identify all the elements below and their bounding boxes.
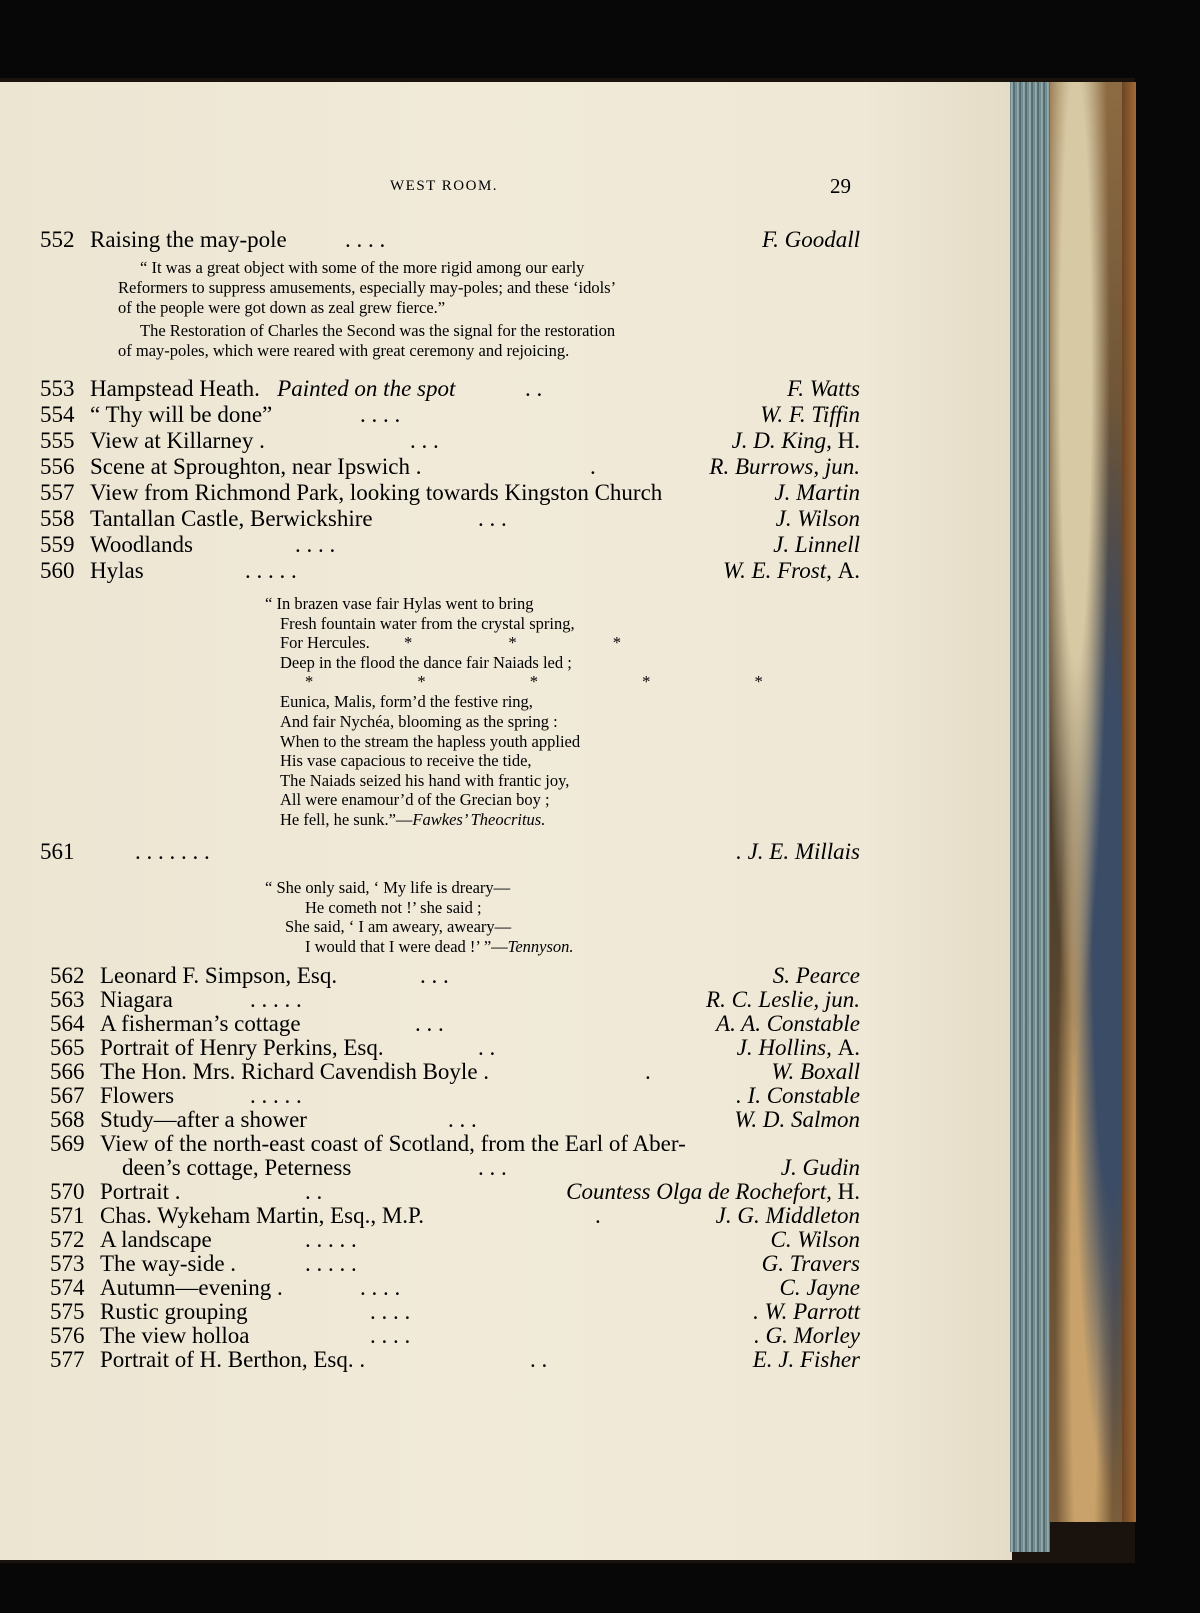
- quote-line: of may-poles, which were reared with great ceremony and rejoicing.: [118, 341, 570, 360]
- entry-artist: J. Martin: [774, 480, 860, 505]
- title-note: Painted on the spot: [277, 376, 456, 401]
- entry-artist: . J. E. Millais: [736, 839, 860, 864]
- leader-dots: . . . . .: [305, 1251, 357, 1276]
- entry-artist: W. Boxall: [771, 1059, 860, 1084]
- entry-number: 553: [40, 376, 75, 401]
- entry-artist: . W. Parrott: [753, 1299, 860, 1324]
- entry-number: 577: [50, 1347, 85, 1372]
- catalogue-entry: [0, 531, 860, 559]
- leader-dots: . . .: [420, 963, 449, 988]
- entry-number: 563: [50, 987, 85, 1012]
- poem-line: She said, ‘ I am aweary, aweary—: [285, 917, 512, 937]
- leader-dots: . . . .: [370, 1299, 411, 1324]
- entry-title: Tantallan Castle, Berwickshire: [90, 506, 373, 531]
- artist-name: W. E. Frost,: [723, 558, 832, 583]
- entry-artist: R. Burrows, jun.: [709, 454, 860, 479]
- poem-line: He cometh not !’ she said ;: [305, 897, 482, 917]
- poem-line: Deep in the flood the dance fair Naiads led ;: [280, 652, 572, 672]
- entry-number: 562: [50, 963, 85, 988]
- catalogue-entry: [0, 479, 860, 507]
- leader-dots: .: [595, 1203, 601, 1228]
- entry-title: A landscape: [100, 1227, 212, 1252]
- poem-citation: Fawkes’ Theocritus.: [412, 809, 546, 829]
- poem-line: When to the stream the hapless youth applied: [280, 731, 581, 751]
- leader-dots: . . . . .: [250, 1083, 302, 1108]
- entry-number: 572: [50, 1227, 85, 1252]
- page-number: 29: [830, 174, 851, 198]
- leader-dots: . . . . .: [305, 1227, 357, 1252]
- leader-dots: . .: [530, 1347, 548, 1372]
- entry-title: deen’s cottage, Peterness: [122, 1155, 352, 1180]
- poem-line: “ In brazen vase fair Hylas went to bring: [265, 594, 534, 613]
- leader-dots: . . . . .: [250, 987, 302, 1012]
- entry-artist: C. Jayne: [779, 1275, 860, 1300]
- page-header: [0, 174, 1012, 208]
- entry-artist: J. Gudin: [780, 1155, 860, 1180]
- entry-number: 575: [50, 1299, 85, 1324]
- entry-title: Scene at Sproughton, near Ipswich .: [90, 454, 422, 479]
- leader-dots: . . .: [410, 428, 439, 453]
- quote-line: Reformers to suppress amusements, especially may-poles; and these ‘idols’: [118, 278, 617, 297]
- entry-number: 557: [40, 480, 75, 505]
- catalogue-entry: [0, 401, 860, 429]
- leader-dots: . .: [305, 1179, 323, 1204]
- entry-number: 556: [40, 454, 75, 479]
- catalogue-entry: [0, 427, 860, 455]
- leader-dots: . . . .: [345, 227, 386, 252]
- entry-number: 576: [50, 1323, 85, 1348]
- poem-line: His vase capacious to receive the tide,: [280, 751, 532, 771]
- leader-dots: . . . . .: [245, 558, 297, 583]
- poem-line: [265, 810, 695, 830]
- entry-artist: S. Pearce: [772, 963, 860, 988]
- leader-dots: . .: [525, 376, 543, 401]
- entry-artist: W. F. Tiffin: [760, 402, 860, 427]
- catalogue-entry: [0, 375, 860, 403]
- quote-line: “ It was a great object with some of the more rigid among our early: [140, 258, 585, 277]
- entry-artist: F. Watts: [787, 376, 860, 401]
- poem-text: I would that I were dead !’ ”—: [305, 936, 508, 956]
- catalogue-entry: [0, 557, 860, 585]
- quote-line: of the people were got down as zeal grew fierce.”: [118, 298, 446, 317]
- poem-line: Eunica, Malis, form’d the festive ring,: [280, 692, 533, 712]
- leader-dots: . . .: [415, 1011, 444, 1036]
- entry-number: 570: [50, 1179, 85, 1204]
- artist-suffix: H.: [837, 1179, 860, 1204]
- entry-artist: R. C. Leslie, jun.: [706, 987, 860, 1012]
- marbled-cover: [1050, 82, 1136, 1522]
- poem-text: For Hercules.: [280, 633, 370, 653]
- entry-artist: F. Goodall: [762, 227, 860, 252]
- page-edges: [1010, 82, 1050, 1552]
- entry-number: 558: [40, 506, 75, 531]
- catalogue-entry: [0, 505, 860, 533]
- entry-artist: E. J. Fisher: [752, 1347, 860, 1372]
- entry-number: 571: [50, 1203, 85, 1228]
- entry-number: 568: [50, 1107, 85, 1132]
- ornament-stars: * * * * *: [305, 672, 813, 692]
- leader-dots: . . .: [478, 1155, 507, 1180]
- poem-561: [265, 878, 685, 956]
- entry-number: 569: [50, 1131, 85, 1156]
- entry-title: Rustic grouping: [100, 1299, 248, 1324]
- artist-name: J. D. King,: [731, 428, 832, 453]
- catalogue-entry: [0, 838, 860, 866]
- leader-dots: . . .: [448, 1107, 477, 1132]
- entry-title: Portrait of Henry Perkins, Esq.: [100, 1035, 384, 1060]
- entry-title: Raising the may-pole: [90, 227, 287, 252]
- poem-line: “ She only said, ‘ My life is dreary—: [265, 878, 511, 897]
- entry-title: The view holloa: [100, 1323, 250, 1348]
- leader-dots: . . . .: [360, 402, 401, 427]
- entry-title: A fisherman’s cottage: [100, 1011, 301, 1036]
- entry-number: 560: [40, 558, 75, 583]
- entry-title: Leonard F. Simpson, Esq.: [100, 963, 338, 988]
- entry-title: Autumn—evening .: [100, 1275, 283, 1300]
- leader-dots: . . .: [478, 506, 507, 531]
- entry-artist: J. Linnell: [773, 532, 860, 557]
- entry-artist: . G. Morley: [753, 1323, 860, 1348]
- entry-artist: . I. Constable: [736, 1083, 860, 1108]
- entry-title: View at Killarney .: [90, 428, 265, 453]
- running-head: WEST ROOM.: [390, 178, 499, 194]
- entry-title: Study—after a shower: [100, 1107, 307, 1132]
- quote-552: [118, 258, 778, 361]
- poem-line: All were enamour’d of the Grecian boy ;: [280, 790, 550, 810]
- leader-dots: . . . .: [295, 532, 336, 557]
- artist-name: J. Hollins,: [736, 1035, 832, 1060]
- artist-suffix: A.: [837, 558, 860, 583]
- poem-line: Fresh fountain water from the crystal spring,: [280, 613, 575, 633]
- quote-line: The Restoration of Charles the Second was the signal for the restoration: [140, 321, 616, 340]
- entry-title: Niagara: [100, 987, 173, 1012]
- entry-artist: G. Travers: [761, 1251, 860, 1276]
- artist-suffix: H.: [837, 428, 860, 453]
- catalogue-entry: [0, 453, 860, 481]
- entry-artist: J. G. Middleton: [715, 1203, 860, 1228]
- poem-text: He fell, he sunk.”—: [280, 809, 413, 829]
- entry-artist: [723, 557, 860, 585]
- entry-number: 561: [40, 839, 75, 864]
- entry-artist: [732, 427, 860, 455]
- entry-title: View of the north-east coast of Scotland, from the Earl of Aber-: [100, 1131, 686, 1156]
- entry-title: Woodlands: [90, 532, 193, 557]
- entry-artist: A. A. Constable: [716, 1011, 860, 1036]
- entry-number: 574: [50, 1275, 85, 1300]
- entry-artist: J. Wilson: [775, 506, 860, 531]
- leader-dots: . . . . . . .: [135, 839, 210, 864]
- entry-title: [90, 375, 455, 403]
- poem-citation: Tennyson.: [507, 936, 574, 956]
- entry-title: “ Thy will be done”: [90, 402, 273, 427]
- poem-line: [265, 937, 685, 957]
- entry-artist: C. Wilson: [770, 1227, 860, 1252]
- artist-name: Countess Olga de Rochefort,: [566, 1179, 832, 1204]
- artist-suffix: A.: [837, 1035, 860, 1060]
- poem-line: [265, 633, 695, 653]
- entry-number: 559: [40, 532, 75, 557]
- entry-number: 566: [50, 1059, 85, 1084]
- entry-title: Chas. Wykeham Martin, Esq., M.P.: [100, 1203, 425, 1228]
- entry-artist: W. D. Salmon: [734, 1107, 860, 1132]
- leader-dots: . .: [478, 1035, 496, 1060]
- poem-line: And fair Nychéa, blooming as the spring :: [280, 711, 558, 731]
- entry-number: 555: [40, 428, 75, 453]
- leader-dots: . . . .: [360, 1275, 401, 1300]
- entry-number: 573: [50, 1251, 85, 1276]
- entry-number: 564: [50, 1011, 85, 1036]
- entry-number: 554: [40, 402, 75, 427]
- entry-number: 552: [40, 227, 75, 252]
- leader-dots: .: [645, 1059, 651, 1084]
- ornament-stars: * * *: [403, 633, 667, 653]
- poem-560: [265, 594, 813, 830]
- leader-dots: . . . .: [370, 1323, 411, 1348]
- catalogue-entry: [0, 1346, 860, 1374]
- entry-title: Flowers: [100, 1083, 175, 1108]
- title-main: Hampstead Heath.: [90, 376, 260, 401]
- entry-number: 567: [50, 1083, 85, 1108]
- poem-line: The Naiads seized his hand with frantic joy,: [280, 770, 570, 790]
- leader-dots: .: [590, 454, 596, 479]
- catalogue-entry: [0, 226, 860, 254]
- entry-title: View from Richmond Park, looking towards Kingston Church: [90, 480, 663, 505]
- entry-number: 565: [50, 1035, 85, 1060]
- entry-title: The way-side .: [100, 1251, 237, 1276]
- entry-title: The Hon. Mrs. Richard Cavendish Boyle .: [100, 1059, 490, 1084]
- entry-title: Hylas: [90, 558, 144, 583]
- entry-title: Portrait of H. Berthon, Esq. .: [100, 1347, 366, 1372]
- entry-title: Portrait .: [100, 1179, 181, 1204]
